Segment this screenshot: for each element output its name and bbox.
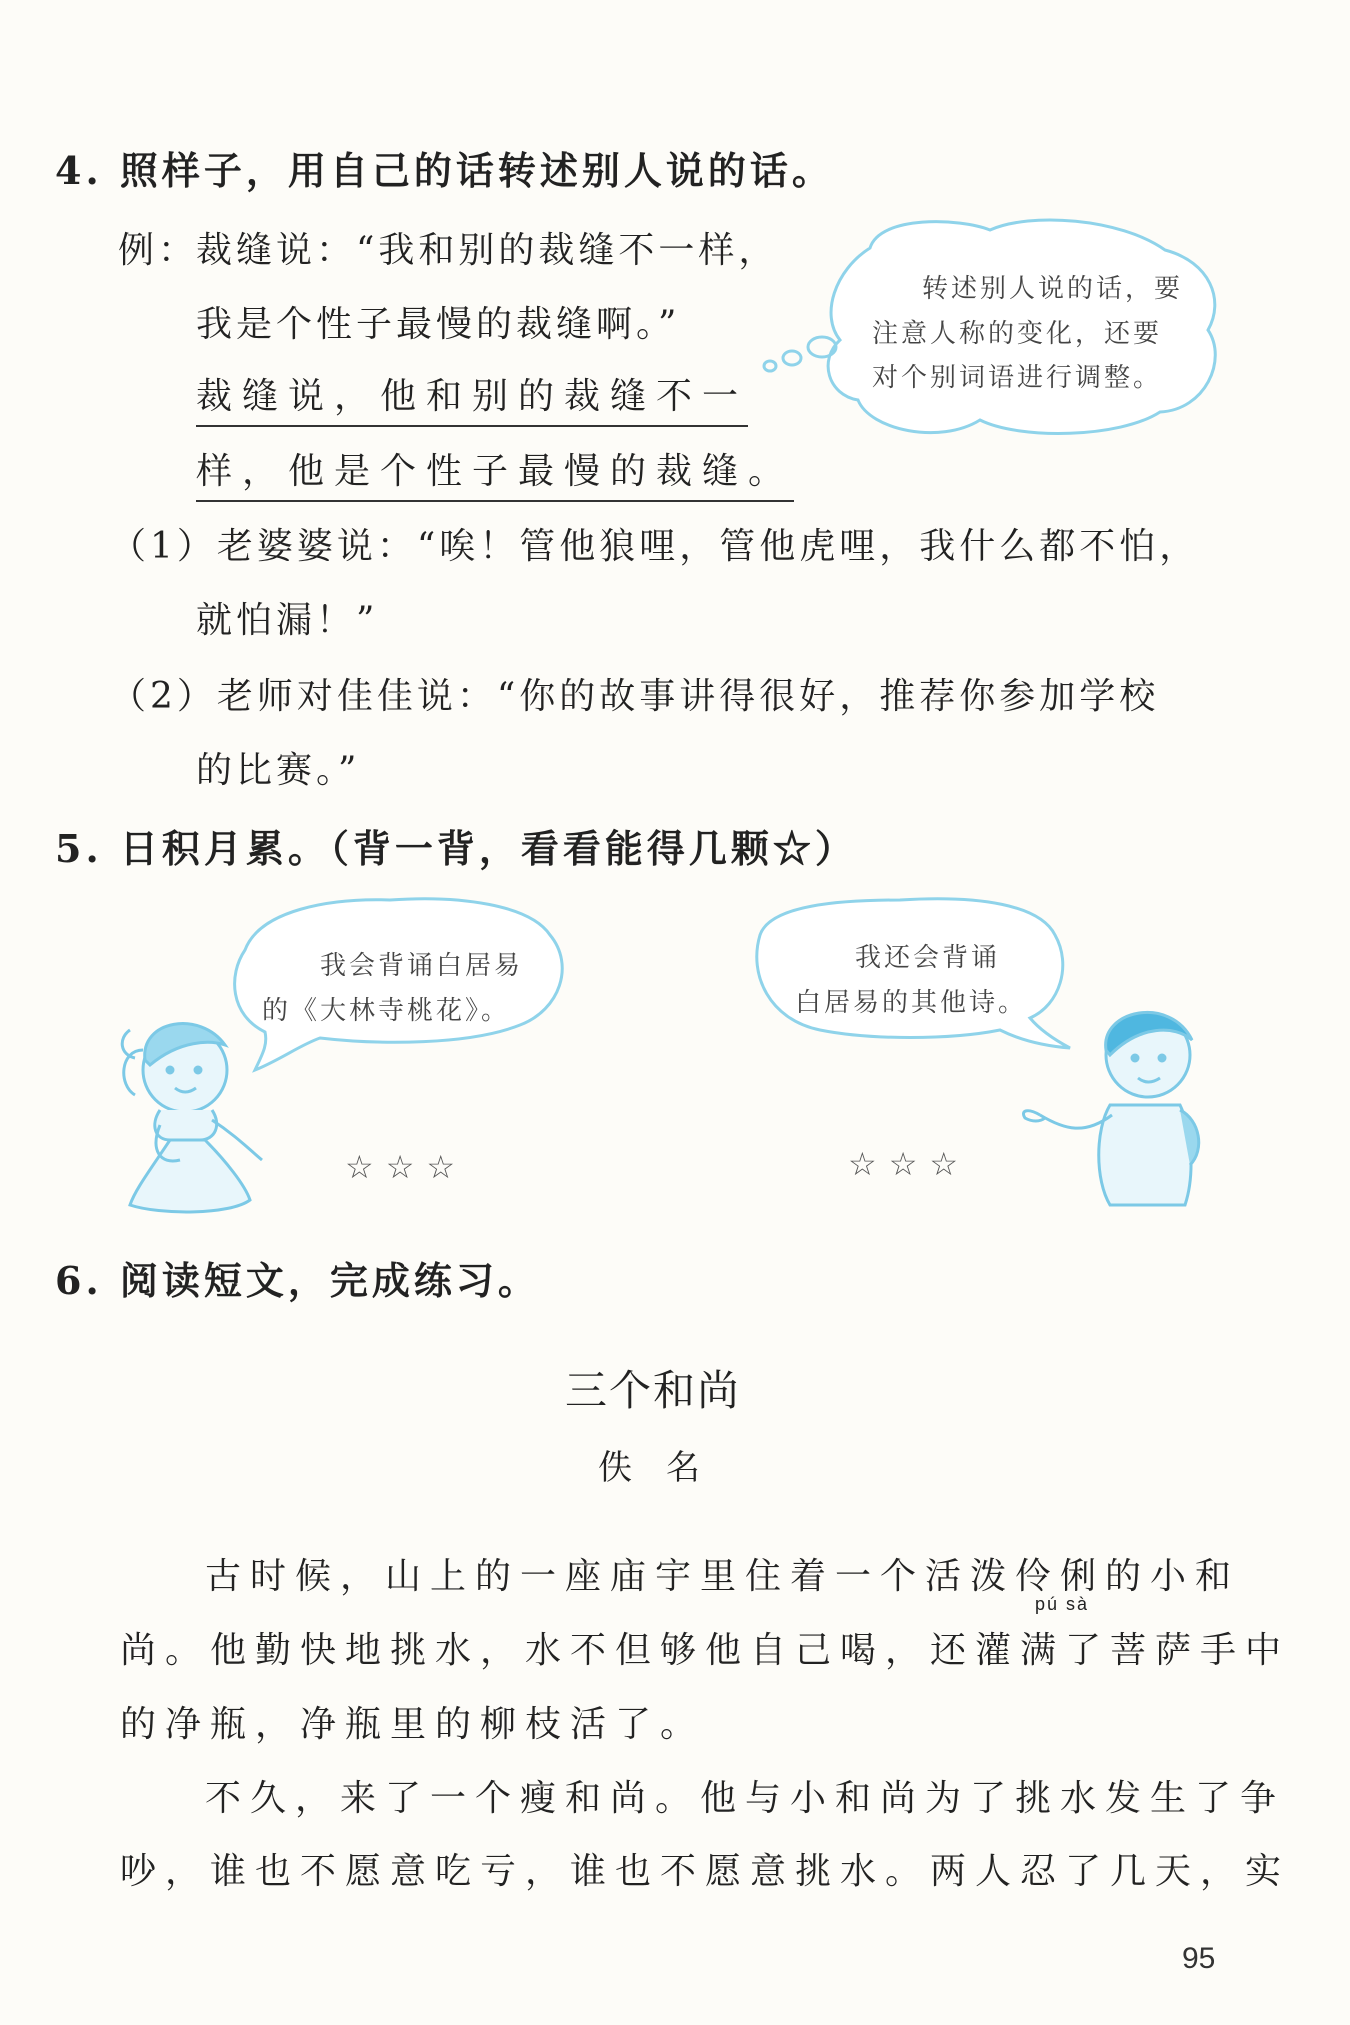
- item-1-line-1: （1）老婆婆说：“唉！管他狼哩，管他虎哩，我什么都不怕，: [110, 526, 1200, 567]
- girl-bubble-line-1: 我会背诵白居易: [320, 951, 524, 981]
- question-4-title: 4. 照样子，用自己的话转述别人说的话。: [55, 148, 834, 193]
- paragraph-1-line-2: 尚。他勤快地挑水，水不但够他自己喝，还灌满了菩萨手中: [120, 1630, 1291, 1671]
- example-answer-line-2: 样，他是个性子最慢的裁缝。: [196, 443, 794, 502]
- question-5-title: 5. 日积月累。（背一背，看看能得几颗☆）: [55, 826, 857, 871]
- paragraph-2-line-2: 吵，谁也不愿意吃亏，谁也不愿意挑水。两人忍了几天，实: [120, 1851, 1291, 1892]
- boy-bubble-line-1: 我还会背诵: [855, 943, 1001, 973]
- item-2-line-2: 的比赛。”: [196, 750, 361, 791]
- pinyin-annotation: pú sà: [1035, 1594, 1090, 1614]
- tip-line-2: 注意人称的变化，还要: [872, 319, 1163, 349]
- passage-author: 佚 名: [598, 1448, 700, 1488]
- girl-bubble-line-2: 的《大林寺桃花》。: [262, 996, 511, 1026]
- item-2-line-1: （2）老师对佳佳说：“你的故事讲得很好，推荐你参加学校: [110, 676, 1160, 717]
- paragraph-1-line-1: 古时候，山上的一座庙宇里住着一个活泼伶俐的小和: [205, 1556, 1241, 1597]
- tip-line-3: 对个别词语进行调整。: [872, 363, 1163, 393]
- example-quote-line-2: 我是个性子最慢的裁缝啊。”: [196, 304, 681, 345]
- boy-bubble-line-2: 白居易的其他诗。: [795, 988, 1028, 1018]
- girl-stars: ☆☆☆: [345, 1148, 468, 1186]
- item-1-line-2: 就怕漏！”: [196, 600, 379, 641]
- question-6-title: 6. 阅读短文，完成练习。: [55, 1258, 540, 1303]
- example-label: 例：: [118, 230, 199, 271]
- paragraph-1-line-3: 的净瓶，净瓶里的柳枝活了。: [120, 1704, 706, 1745]
- example-answer-line-1: 裁缝说，他和别的裁缝不一: [196, 368, 748, 427]
- paragraph-2-line-1: 不久，来了一个瘦和尚。他与小和尚为了挑水发生了争: [205, 1778, 1286, 1819]
- example-quote-line-1: 裁缝说：“我和别的裁缝不一样，: [196, 230, 779, 271]
- page-number: 95: [1182, 1942, 1216, 1975]
- boy-stars: ☆☆☆: [848, 1145, 971, 1183]
- passage-title: 三个和尚: [565, 1366, 742, 1415]
- tip-line-1: 转述别人说的话，要: [922, 274, 1184, 304]
